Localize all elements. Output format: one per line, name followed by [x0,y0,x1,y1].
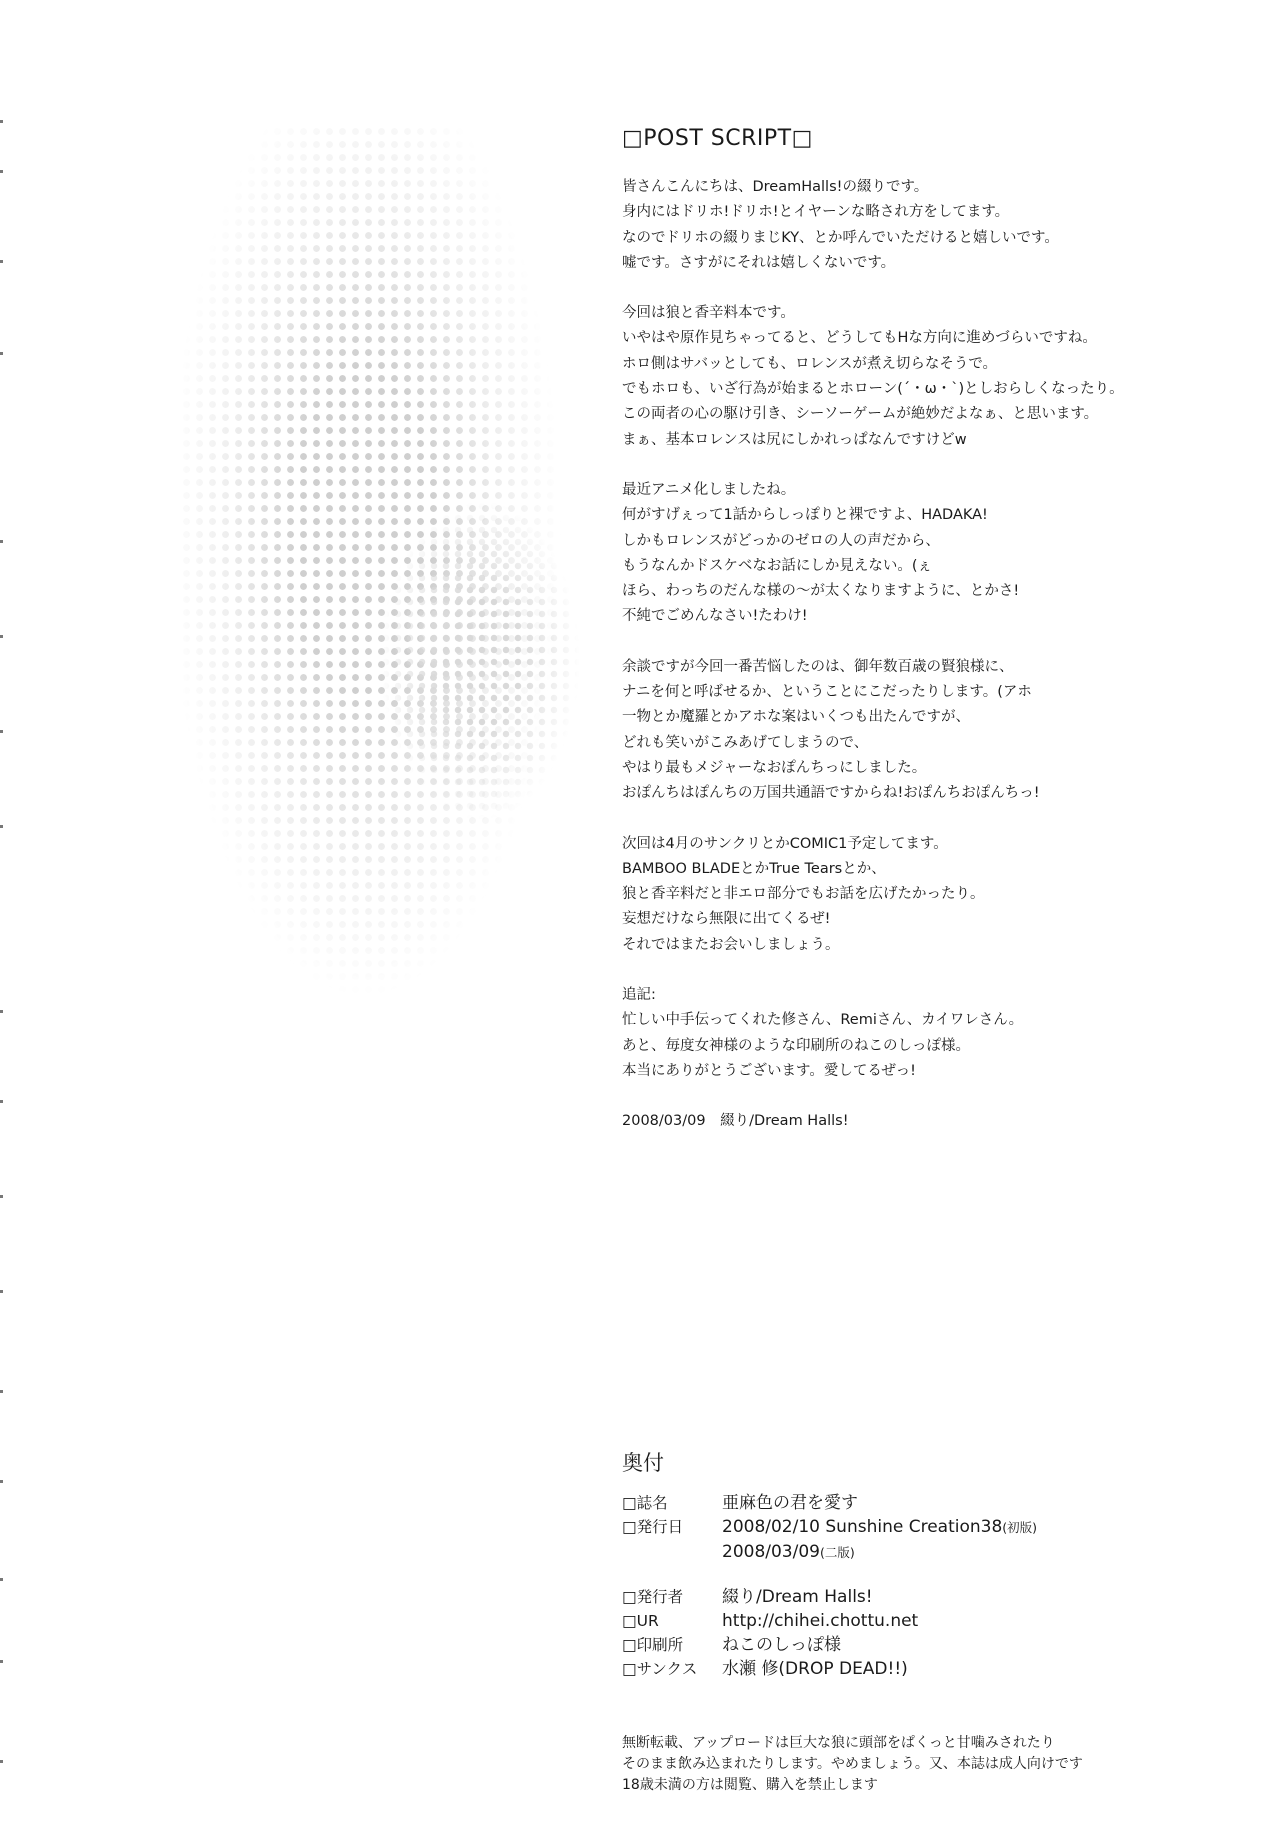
text-line: ホロ側はサバッとしても、ロレンスが煮え切らなそうで。 [622,355,998,372]
postscript-paragraph-5 [622,832,1242,958]
colophon-title: 奥付 [622,1451,664,1475]
colophon-label: □サンクス [622,1660,698,1678]
text-line: 追記: [622,987,656,1004]
colophon-label: □発行者 [622,1588,684,1606]
text-line: BAMBOO BLADEとかTrue Tearsとか、 [622,860,886,877]
colophon-row-url [622,1609,1222,1633]
colophon-row-thanks [622,1657,1222,1681]
colophon-label: □発行日 [622,1518,684,1536]
text-line: 今回は狼と香辛料本です。 [622,305,795,322]
colophon-value [722,1515,1037,1540]
postscript-title: □POST SCRIPT□ [622,126,813,151]
colophon-value [722,1540,855,1565]
text-line: 忙しい中手伝ってくれた修さん、Remiさん、カイワレさん。 [622,1012,1024,1029]
text-line: 何がすげぇって1話からしっぽりと裸ですよ、HADAKA! [622,507,988,524]
colophon-value-text: 2008/02/10 Sunshine Creation38 [722,1517,1003,1537]
colophon-spacer [622,1565,1222,1585]
legal-notice [622,1733,1262,1796]
colophon-label: □誌名 [622,1494,668,1512]
halftone-illustration-detail [380,500,580,820]
text-line: この両者の心の駆け引き、シーソーゲームが絶妙だよなぁ、と思います。 [622,406,1099,423]
text-line: しかもロレンスがどっかのゼロの人の声だから、 [622,532,940,549]
colophon-label: □UR [622,1612,659,1630]
notice-line: 18歳未満の方は閲覧、購入を禁止します [622,1777,878,1793]
postscript-paragraph-4 [622,655,1242,807]
text-line: もうなんかドスケベなお話にしか見えない。(ぇ [622,557,933,574]
text-line: それではまたお会いしましょう。 [622,936,840,953]
colophon-row-title [622,1491,1222,1515]
text-line: いやはや原作見ちゃってると、どうしてもHな方向に進めづらいですね。 [622,330,1097,347]
text-line: やはり最もメジャーなおぽんちっにしました。 [622,759,927,776]
colophon-row-printer [622,1633,1222,1657]
colophon-value: 綴り/Dream Halls! [722,1587,873,1607]
notice-line: 無断転載、アップロードは巨大な狼に頭部をぱくっと甘噛みされたり [622,1735,1055,1751]
postscript-section [622,126,1242,1134]
text-line: 本当にありがとうございます。愛してるぜっ! [622,1062,916,1079]
text-line: なのでドリホの綴りまじKY、とか呼んでいただけると嬉しいです。 [622,229,1059,246]
postscript-paragraph-3 [622,478,1242,630]
postscript-paragraph-6 [622,983,1242,1084]
colophon-row-issue-date [622,1515,1222,1540]
colophon-value-note: (初版) [1002,1520,1038,1535]
text-line: おぽんちはぽんちの万国共通語ですからね!おぽんちおぽんちっ! [622,785,1040,802]
text-line: 身内にはドリホ!ドリホ!とイヤーンな略され方をしてます。 [622,204,1010,221]
text-line: 最近アニメ化しましたね。 [622,481,796,498]
postscript-signoff: 2008/03/09 綴り/Dream Halls! [622,1113,849,1130]
colophon-url-link[interactable]: http://chihei.chottu.net [722,1611,919,1631]
text-line: 妄想だけなら無限に出てくるぜ! [622,911,831,928]
text-line: 一物とか魔羅とかアホな案はいくつも出たんですが、 [622,709,970,726]
colophon-label [622,1540,722,1565]
colophon-row-publisher [622,1585,1222,1609]
colophon-value-note: (二版) [819,1545,855,1560]
colophon-section [622,1447,1222,1681]
text-line: まぁ、基本ロレンスは尻にしかれっぱなんですけどw [622,431,967,448]
text-line: 皆さんこんにちは、DreamHalls!の綴りです。 [622,179,929,195]
colophon-value: ねこのしっぽ様 [722,1635,841,1655]
colophon-label: □印刷所 [622,1636,684,1654]
text-line: でもホロも、いざ行為が始まるとホローン(´・ω・`)としおらしくなったり。 [622,381,1124,398]
colophon-value: 水瀬 修(DROP DEAD!!) [722,1659,908,1679]
text-line: 嘘です。さすがにそれは嬉しくないです。 [622,254,896,271]
colophon-value: 亜麻色の君を愛す [722,1493,858,1513]
colophon-value-text: 2008/03/09 [722,1542,820,1562]
colophon-row-issue-date-2 [622,1540,1222,1565]
notice-line: そのまま飲み込まれたりします。やめましょう。又、本誌は成人向けです [622,1756,1083,1772]
postscript-paragraph-2 [622,301,1242,453]
text-line: 不純でごめんなさい!たわけ! [622,608,808,625]
text-line: どれも笑いがこみあげてしまうので、 [622,734,869,751]
page-edge-marks [0,0,6,1834]
text-line: 狼と香辛料だと非エロ部分でもお話を広げたかったり。 [622,886,985,903]
text-line: 次回は4月のサンクリとかCOMIC1予定してます。 [622,835,948,852]
text-line: あと、毎度女神様のような印刷所のねこのしっぽ様。 [622,1037,970,1054]
postscript-paragraph-1 [622,175,1242,276]
text-line: 余談ですが今回一番苦悩したのは、御年数百歳の賢狼様に、 [622,658,1014,675]
text-line: ほら、わっちのだんな様の～が太くなりますように、とかさ! [622,583,1020,600]
text-line: ナニを何と呼ばせるか、ということにこだったりします。(アホ [622,684,1032,701]
